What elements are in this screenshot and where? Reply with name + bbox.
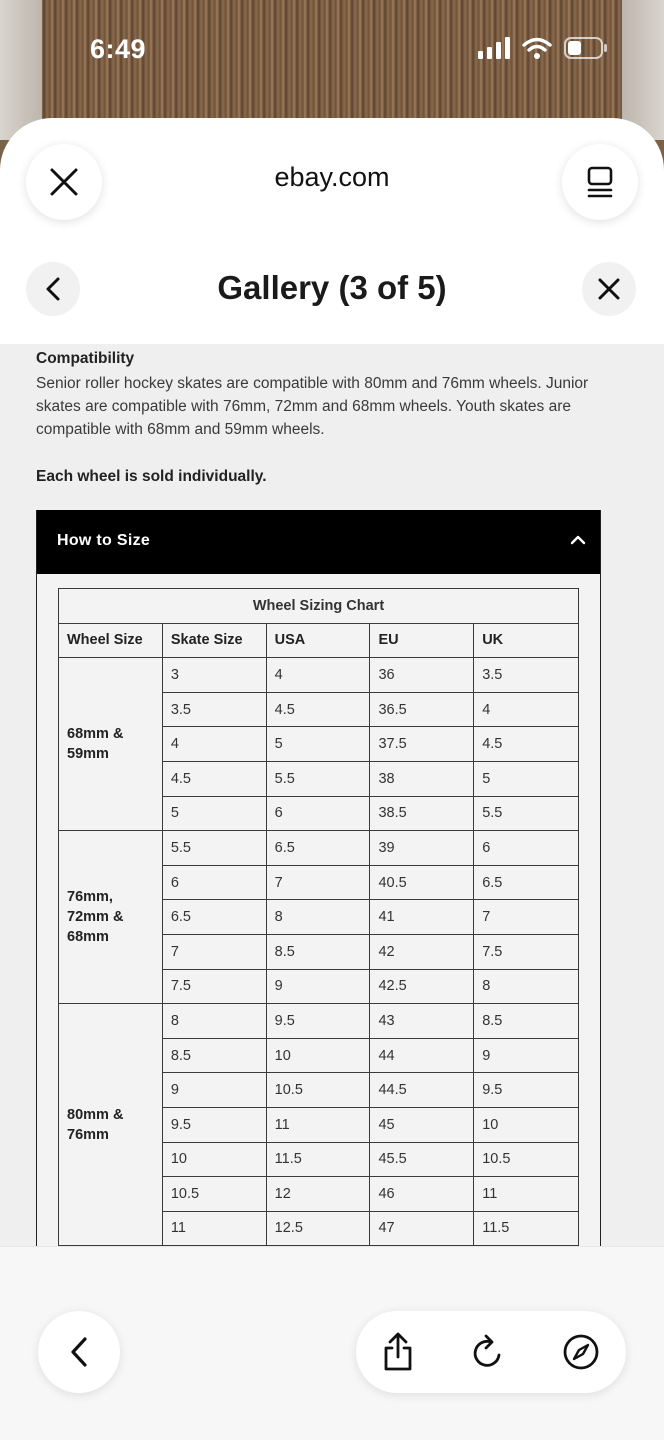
wheel-size-cell: 76mm, 72mm & 68mm xyxy=(59,831,163,1004)
table-cell: 9.5 xyxy=(474,1073,579,1108)
table-cell: 6.5 xyxy=(474,865,579,900)
table-cell: 6.5 xyxy=(266,831,370,866)
table-cell: 4.5 xyxy=(474,727,579,762)
table-cell: 6.5 xyxy=(162,900,266,935)
table-cell: 4 xyxy=(474,692,579,727)
gallery-close-button[interactable] xyxy=(582,262,636,316)
table-cell: 8 xyxy=(162,1004,266,1039)
browser-actions xyxy=(356,1311,626,1393)
table-cell: 40.5 xyxy=(370,865,474,900)
wheel-size-cell: 68mm & 59mm xyxy=(59,658,163,831)
table-cell: 8.5 xyxy=(266,934,370,969)
table-cell: 42 xyxy=(370,934,474,969)
cellular-signal-icon xyxy=(478,37,510,59)
compass-icon xyxy=(562,1333,600,1371)
column-header: UK xyxy=(474,623,579,658)
table-cell: 3.5 xyxy=(474,658,579,693)
table-cell: 45.5 xyxy=(370,1142,474,1177)
table-cell: 6 xyxy=(474,831,579,866)
table-cell: 5.5 xyxy=(266,761,370,796)
table-cell: 5.5 xyxy=(474,796,579,831)
table-cell: 5 xyxy=(162,796,266,831)
table-cell: 8.5 xyxy=(162,1038,266,1073)
close-icon xyxy=(598,278,620,300)
table-cell: 11 xyxy=(266,1107,370,1142)
share-button[interactable] xyxy=(376,1330,420,1374)
column-header: EU xyxy=(370,623,474,658)
table-cell: 8 xyxy=(266,900,370,935)
status-bar xyxy=(0,0,664,100)
table-cell: 10.5 xyxy=(474,1142,579,1177)
table-cell: 38 xyxy=(370,761,474,796)
table-cell: 7.5 xyxy=(474,934,579,969)
table-cell: 5 xyxy=(474,761,579,796)
column-header: Wheel Size xyxy=(59,623,163,658)
table-cell: 7.5 xyxy=(162,969,266,1004)
table-cell: 39 xyxy=(370,831,474,866)
status-icons xyxy=(478,37,608,59)
column-header: Skate Size xyxy=(162,623,266,658)
wheel-size-cell: 80mm & 76mm xyxy=(59,1004,163,1246)
table-row xyxy=(59,1004,579,1039)
table-cell: 6 xyxy=(266,796,370,831)
table-header-row xyxy=(59,623,579,658)
table-cell: 38.5 xyxy=(370,796,474,831)
compatibility-text: Senior roller hockey skates are compatible with 80mm and 76mm wheels. Junior skates are compatible with 76mm, 72mm and 68mm wheels. Youth skates are compatible with 68mm and 59mm wheels. xyxy=(36,375,589,438)
chevron-left-icon xyxy=(69,1336,89,1368)
sold-individually-note: Each wheel is sold individually. xyxy=(36,468,267,485)
table-cell: 9.5 xyxy=(266,1004,370,1039)
table-cell: 47 xyxy=(370,1211,474,1246)
reload-icon xyxy=(471,1333,505,1371)
browser-sheet xyxy=(0,118,664,1440)
table-cell: 9 xyxy=(266,969,370,1004)
gallery-image xyxy=(0,344,664,1246)
table-row xyxy=(59,831,579,866)
table-cell: 10 xyxy=(162,1142,266,1177)
table-cell: 8 xyxy=(474,969,579,1004)
table-cell: 10.5 xyxy=(162,1177,266,1212)
table-cell: 46 xyxy=(370,1177,474,1212)
how-to-size-label: How to Size xyxy=(57,532,151,549)
tabs-button[interactable] xyxy=(562,144,638,220)
table-cell: 9 xyxy=(162,1073,266,1108)
table-cell: 10 xyxy=(266,1038,370,1073)
table-cell: 45 xyxy=(370,1107,474,1142)
table-cell: 3 xyxy=(162,658,266,693)
how-to-size-header xyxy=(37,510,600,574)
table-cell: 5.5 xyxy=(162,831,266,866)
table-cell: 36 xyxy=(370,658,474,693)
table-cell: 6 xyxy=(162,865,266,900)
table-cell: 9.5 xyxy=(162,1107,266,1142)
table-cell: 4.5 xyxy=(162,761,266,796)
table-cell: 11 xyxy=(474,1177,579,1212)
compatibility-heading: Compatibility xyxy=(36,350,135,367)
status-time: 6:49 xyxy=(90,34,147,64)
browser-back-button[interactable] xyxy=(38,1311,120,1393)
browser-toolbar xyxy=(0,1246,664,1440)
table-row xyxy=(59,658,579,693)
share-icon xyxy=(381,1332,415,1372)
table-cell: 44 xyxy=(370,1038,474,1073)
reload-button[interactable] xyxy=(466,1330,510,1374)
tabs-icon xyxy=(586,166,614,198)
table-cell: 7 xyxy=(162,934,266,969)
table-cell: 4.5 xyxy=(266,692,370,727)
wifi-icon xyxy=(522,37,552,59)
table-cell: 10 xyxy=(474,1107,579,1142)
table-cell: 5 xyxy=(266,727,370,762)
table-cell: 3.5 xyxy=(162,692,266,727)
table-cell: 7 xyxy=(474,900,579,935)
compass-button[interactable] xyxy=(559,1330,603,1374)
table-cell: 7 xyxy=(266,865,370,900)
table-cell: 36.5 xyxy=(370,692,474,727)
table-cell: 42.5 xyxy=(370,969,474,1004)
table-cell: 4 xyxy=(162,727,266,762)
table-cell: 11.5 xyxy=(266,1142,370,1177)
site-domain[interactable]: ebay.com xyxy=(274,162,390,192)
table-cell: 4 xyxy=(266,658,370,693)
table-cell: 10.5 xyxy=(266,1073,370,1108)
battery-icon xyxy=(564,37,608,59)
table-cell: 37.5 xyxy=(370,727,474,762)
table-cell: 12.5 xyxy=(266,1211,370,1246)
chevron-up-icon xyxy=(570,534,586,546)
table-cell: 8.5 xyxy=(474,1004,579,1039)
table-cell: 41 xyxy=(370,900,474,935)
table-cell: 12 xyxy=(266,1177,370,1212)
table-cell: 11 xyxy=(162,1211,266,1246)
column-header: USA xyxy=(266,623,370,658)
table-cell: 44.5 xyxy=(370,1073,474,1108)
table-caption: Wheel Sizing Chart xyxy=(59,589,579,624)
gallery-title: Gallery (3 of 5) xyxy=(217,269,447,306)
table-cell: 11.5 xyxy=(474,1211,579,1246)
table-cell: 9 xyxy=(474,1038,579,1073)
table-caption-row xyxy=(59,589,579,624)
table-cell: 43 xyxy=(370,1004,474,1039)
wheel-sizing-table xyxy=(58,588,579,1246)
